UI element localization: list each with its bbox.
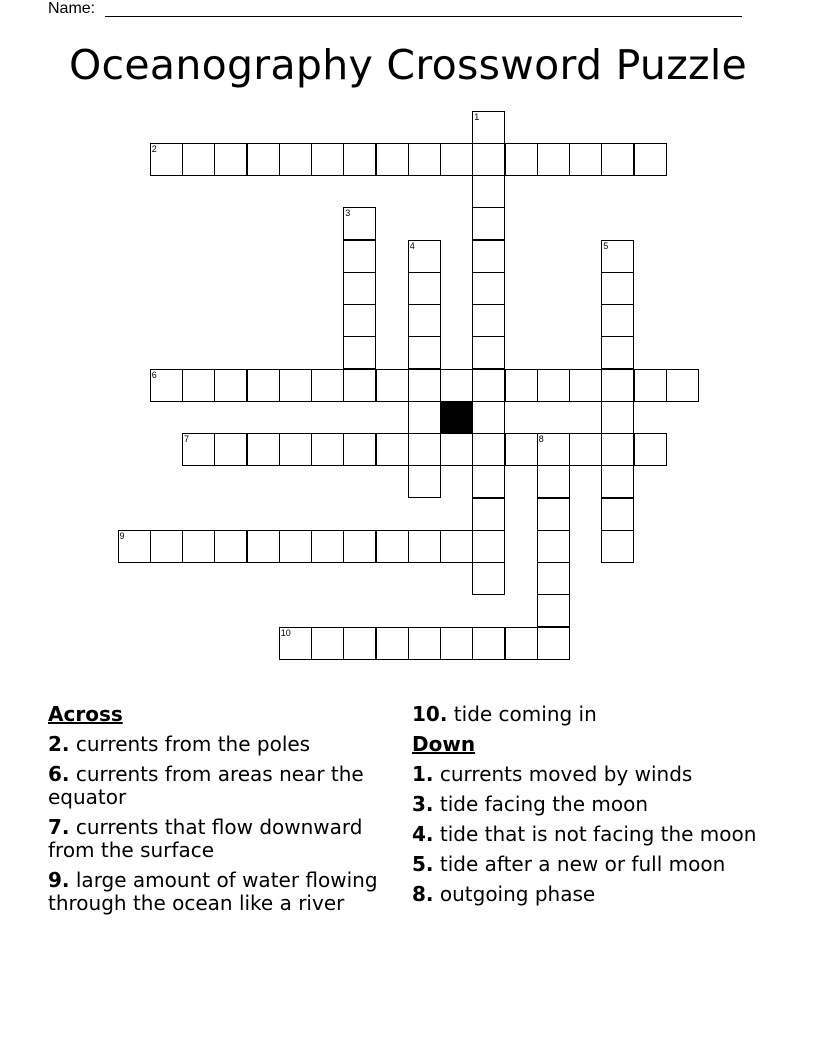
grid-cell[interactable] <box>601 272 634 305</box>
grid-cell[interactable] <box>343 627 376 660</box>
clue-text: tide that is not facing the moon <box>439 822 757 846</box>
across-heading: Across <box>48 702 123 726</box>
grid-cell[interactable] <box>408 369 441 402</box>
grid-cell[interactable] <box>537 465 570 498</box>
grid-cell[interactable] <box>472 175 505 208</box>
grid-cell[interactable] <box>247 530 280 563</box>
cell-number: 1 <box>474 111 480 122</box>
grid-cell[interactable] <box>408 336 441 369</box>
grid-cell[interactable] <box>214 143 247 176</box>
clue-down-3 <box>412 793 772 816</box>
grid-cell[interactable] <box>279 143 312 176</box>
grid-cell[interactable] <box>214 530 247 563</box>
grid-cell[interactable] <box>343 433 376 466</box>
grid-cell[interactable] <box>440 530 473 563</box>
grid-cell[interactable] <box>182 433 215 466</box>
grid-cell[interactable] <box>472 433 505 466</box>
grid-cell[interactable] <box>343 207 376 240</box>
grid-cell[interactable] <box>150 369 183 402</box>
clue-across-7 <box>48 816 408 862</box>
grid-cell[interactable] <box>472 498 505 531</box>
grid-cell[interactable] <box>182 530 215 563</box>
grid-cell[interactable] <box>408 304 441 337</box>
grid-cell[interactable] <box>537 498 570 531</box>
grid-cell[interactable] <box>601 433 634 466</box>
page-title: Oceanography Crossword Puzzle <box>68 41 748 89</box>
grid-cell[interactable] <box>182 369 215 402</box>
grid-cell[interactable] <box>601 465 634 498</box>
cell-number: 10 <box>280 627 291 638</box>
grid-cell[interactable] <box>569 433 602 466</box>
clue-text: currents from areas near the equator <box>48 762 364 809</box>
grid-cell[interactable] <box>472 627 505 660</box>
clues-left-column <box>48 703 408 922</box>
grid-cell[interactable] <box>472 111 505 144</box>
grid-cell[interactable] <box>214 433 247 466</box>
grid-cell[interactable] <box>408 143 441 176</box>
grid-cell[interactable] <box>601 143 634 176</box>
grid-cell[interactable] <box>601 304 634 337</box>
grid-cell[interactable] <box>279 530 312 563</box>
black-square <box>440 401 473 434</box>
grid-cell[interactable] <box>376 627 409 660</box>
clue-text: tide after a new or full moon <box>439 852 726 876</box>
grid-cell[interactable] <box>376 433 409 466</box>
cell-number: 5 <box>603 240 609 251</box>
grid-cell[interactable] <box>182 143 215 176</box>
grid-cell[interactable] <box>601 369 634 402</box>
grid-cell[interactable] <box>634 143 667 176</box>
clue-text: outgoing phase <box>439 882 596 906</box>
grid-cell[interactable] <box>408 465 441 498</box>
grid-cell[interactable] <box>440 369 473 402</box>
clue-number: 3. <box>412 792 434 816</box>
clue-number: 8. <box>412 882 434 906</box>
grid-cell[interactable] <box>505 433 538 466</box>
cell-number: 3 <box>345 208 351 219</box>
grid-cell[interactable] <box>505 627 538 660</box>
cell-number: 8 <box>538 434 544 444</box>
grid-cell[interactable] <box>472 240 505 273</box>
grid-cell[interactable] <box>472 143 505 176</box>
cell-number: 2 <box>151 143 157 154</box>
grid-cell[interactable] <box>601 498 634 531</box>
grid-cell[interactable] <box>247 369 280 402</box>
clue-down-5 <box>412 853 772 876</box>
grid-cell[interactable] <box>634 433 667 466</box>
grid-cell[interactable] <box>247 433 280 466</box>
grid-cell[interactable] <box>472 207 505 240</box>
grid-cell[interactable] <box>440 143 473 176</box>
clue-text: tide coming in <box>453 702 597 726</box>
clue-number: 4. <box>412 822 434 846</box>
grid-cell[interactable] <box>472 304 505 337</box>
grid-cell[interactable] <box>408 627 441 660</box>
grid-cell[interactable] <box>440 627 473 660</box>
clue-number: 5. <box>412 852 434 876</box>
clue-text: currents from the poles <box>75 732 311 756</box>
clue-number: 6. <box>48 762 70 786</box>
grid-cell[interactable] <box>408 401 441 434</box>
clue-number: 1. <box>412 762 434 786</box>
clues-right-column <box>412 703 772 913</box>
grid-cell[interactable] <box>247 143 280 176</box>
grid-cell[interactable] <box>537 627 570 660</box>
grid-cell[interactable] <box>569 369 602 402</box>
grid-cell[interactable] <box>343 369 376 402</box>
grid-cell[interactable] <box>505 143 538 176</box>
clue-text: large amount of water flowing through the ocean like a river <box>48 868 378 915</box>
grid-cell[interactable] <box>343 272 376 305</box>
grid-cell[interactable] <box>408 272 441 305</box>
grid-cell[interactable] <box>472 401 505 434</box>
grid-cell[interactable] <box>537 530 570 563</box>
down-heading: Down <box>412 732 476 756</box>
grid-cell[interactable] <box>472 530 505 563</box>
clue-across-9 <box>48 869 408 915</box>
cell-number: 6 <box>151 369 157 380</box>
grid-cell[interactable] <box>311 530 344 563</box>
grid-cell[interactable] <box>537 594 570 627</box>
clue-text: tide facing the moon <box>439 792 649 816</box>
grid-cell[interactable] <box>472 562 505 595</box>
grid-cell[interactable] <box>376 530 409 563</box>
grid-cell[interactable] <box>537 143 570 176</box>
grid-cell[interactable] <box>537 433 570 466</box>
grid-cell[interactable] <box>537 562 570 595</box>
clue-number: 7. <box>48 815 70 839</box>
clue-across-10 <box>412 703 772 726</box>
grid-cell[interactable] <box>472 465 505 498</box>
grid-cell[interactable] <box>376 369 409 402</box>
grid-cell[interactable] <box>408 240 441 273</box>
grid-cell[interactable] <box>601 530 634 563</box>
grid-cell[interactable] <box>279 369 312 402</box>
grid-cell[interactable] <box>343 143 376 176</box>
grid-cell[interactable] <box>537 369 570 402</box>
clue-across-6 <box>48 763 408 809</box>
grid-cell[interactable] <box>279 627 312 660</box>
grid-cell[interactable] <box>408 530 441 563</box>
clue-down-8 <box>412 883 772 906</box>
clue-text: currents that flow downward from the surface <box>48 815 363 862</box>
clue-text: currents moved by winds <box>439 762 693 786</box>
grid-cell[interactable] <box>311 627 344 660</box>
grid-cell[interactable] <box>472 369 505 402</box>
grid-cell[interactable] <box>343 240 376 273</box>
grid-cell[interactable] <box>472 336 505 369</box>
grid-cell[interactable] <box>505 369 538 402</box>
grid-cell[interactable] <box>601 240 634 273</box>
grid-cell[interactable] <box>601 401 634 434</box>
clue-number: 9. <box>48 868 70 892</box>
cell-number: 9 <box>119 530 125 541</box>
grid-cell[interactable] <box>376 143 409 176</box>
cell-number: 4 <box>409 240 415 251</box>
grid-cell[interactable] <box>408 433 441 466</box>
clue-number: 2. <box>48 732 70 756</box>
cell-number: 7 <box>184 434 190 444</box>
clue-down-1 <box>412 763 772 786</box>
grid-cell[interactable] <box>343 336 376 369</box>
grid-cell[interactable] <box>214 369 247 402</box>
grid-cell[interactable] <box>634 369 667 402</box>
clue-number: 10. <box>412 702 448 726</box>
grid-cell[interactable] <box>150 143 183 176</box>
grid-cell[interactable] <box>343 530 376 563</box>
grid-cell[interactable] <box>150 530 183 563</box>
grid-cell[interactable] <box>311 143 344 176</box>
grid-cell[interactable] <box>118 530 151 563</box>
grid-cell[interactable] <box>440 433 473 466</box>
grid-cell[interactable] <box>569 143 602 176</box>
grid-cell[interactable] <box>311 369 344 402</box>
grid-cell[interactable] <box>279 433 312 466</box>
clue-across-2 <box>48 733 408 756</box>
grid-cell[interactable] <box>311 433 344 466</box>
grid-cell[interactable] <box>343 304 376 337</box>
clue-down-4 <box>412 823 772 846</box>
grid-cell[interactable] <box>666 369 699 402</box>
grid-cell[interactable] <box>472 272 505 305</box>
grid-cell[interactable] <box>601 336 634 369</box>
name-label: Name: <box>48 0 96 17</box>
